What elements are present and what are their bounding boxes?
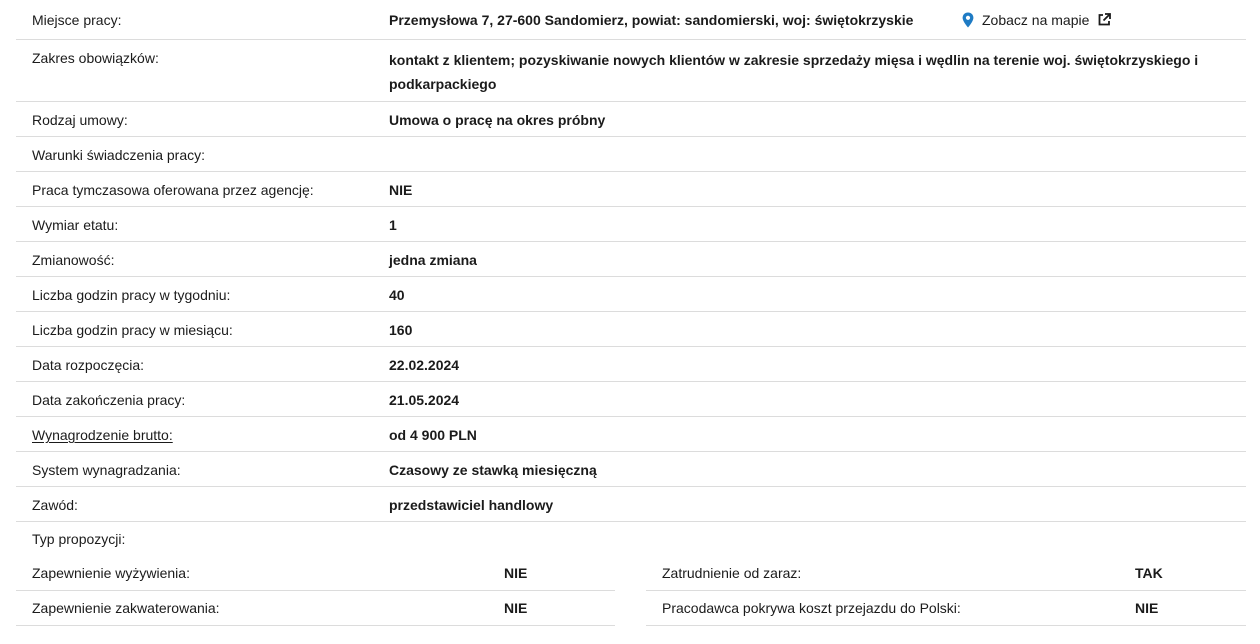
row-label: Zapewnienie wyżywienia: xyxy=(32,565,190,581)
external-link-icon xyxy=(1097,13,1111,27)
row-value: NIE xyxy=(1135,600,1159,616)
row-work-conditions xyxy=(16,137,1246,172)
row-fte xyxy=(16,207,1246,242)
row-label: Wymiar etatu: xyxy=(32,217,119,233)
row-value: NIE xyxy=(504,565,528,581)
row-value: 1 xyxy=(389,217,397,233)
row-label: Typ propozycji: xyxy=(32,531,126,547)
proposal-row-immediate xyxy=(646,556,1246,591)
row-value: Przemysłowa 7, 27-600 Sandomierz, powiat: sandomierski, woj: świętokrzyskie xyxy=(389,12,914,28)
map-link-label: Zobacz na mapie xyxy=(982,12,1090,28)
row-label: Praca tymczasowa oferowana przez agencję: xyxy=(32,182,314,198)
row-value: kontakt z klientem; pozyskiwanie nowych klientów w zakresie sprzedaży mięsa i wędlin na terenie woj. świętokrzyskiego i podkarpackiego xyxy=(389,52,1199,92)
row-label: Zatrudnienie od zaraz: xyxy=(662,565,802,581)
row-temp-agency xyxy=(16,172,1246,207)
row-value: Czasowy ze stawką miesięczną xyxy=(389,462,597,478)
row-shifts xyxy=(16,242,1246,277)
row-hours-month xyxy=(16,312,1246,347)
row-end-date xyxy=(16,382,1246,417)
row-label: Data rozpoczęcia: xyxy=(32,357,145,373)
row-label: System wynagradzania: xyxy=(32,462,181,478)
row-value: 21.05.2024 xyxy=(389,392,460,408)
row-value: jedna zmiana xyxy=(389,252,477,268)
row-label: Rodzaj umowy: xyxy=(32,112,128,128)
row-proposal-type xyxy=(16,522,1246,556)
row-value: TAK xyxy=(1135,565,1163,581)
row-value: 160 xyxy=(389,322,413,338)
proposal-row-accommodation xyxy=(16,591,615,626)
row-label: Pracodawca pokrywa koszt przejazdu do Polski: xyxy=(662,600,961,616)
proposal-row-travel-cost xyxy=(646,591,1246,626)
row-value: przedstawiciel handlowy xyxy=(389,497,554,513)
row-label: Zapewnienie zakwaterowania: xyxy=(32,600,220,616)
row-value: 40 xyxy=(389,287,405,303)
row-label: Liczba godzin pracy w miesiącu: xyxy=(32,322,233,338)
row-label: Data zakończenia pracy: xyxy=(32,392,186,408)
row-duties xyxy=(16,40,1246,102)
row-label: Warunki świadczenia pracy: xyxy=(32,147,205,163)
row-pay-system xyxy=(16,452,1246,487)
proposal-details xyxy=(16,556,1246,626)
row-label: Miejsce pracy: xyxy=(32,12,122,28)
proposal-right-column xyxy=(646,556,1246,626)
gross-salary-info-link[interactable]: Wynagrodzenie brutto: xyxy=(32,427,173,443)
row-start-date xyxy=(16,347,1246,382)
row-label: Zmianowość: xyxy=(32,252,115,268)
row-workplace xyxy=(16,0,1246,40)
row-label: Zawód: xyxy=(32,497,78,513)
row-value: 22.02.2024 xyxy=(389,357,460,373)
row-hours-week xyxy=(16,277,1246,312)
row-value: NIE xyxy=(389,182,413,198)
map-pin-icon xyxy=(960,12,976,28)
row-value: NIE xyxy=(504,600,528,616)
row-gross-salary xyxy=(16,417,1246,452)
row-occupation xyxy=(16,487,1246,522)
row-contract-type xyxy=(16,102,1246,137)
proposal-row-meals xyxy=(16,556,615,591)
row-label: Liczba godzin pracy w tygodniu: xyxy=(32,287,231,303)
row-label: Zakres obowiązków: xyxy=(32,50,159,66)
row-value: od 4 900 PLN xyxy=(389,427,477,443)
proposal-left-column xyxy=(16,556,615,626)
offer-details-table xyxy=(16,0,1246,626)
map-link[interactable] xyxy=(960,12,1111,28)
row-value: Umowa o pracę na okres próbny xyxy=(389,112,606,128)
